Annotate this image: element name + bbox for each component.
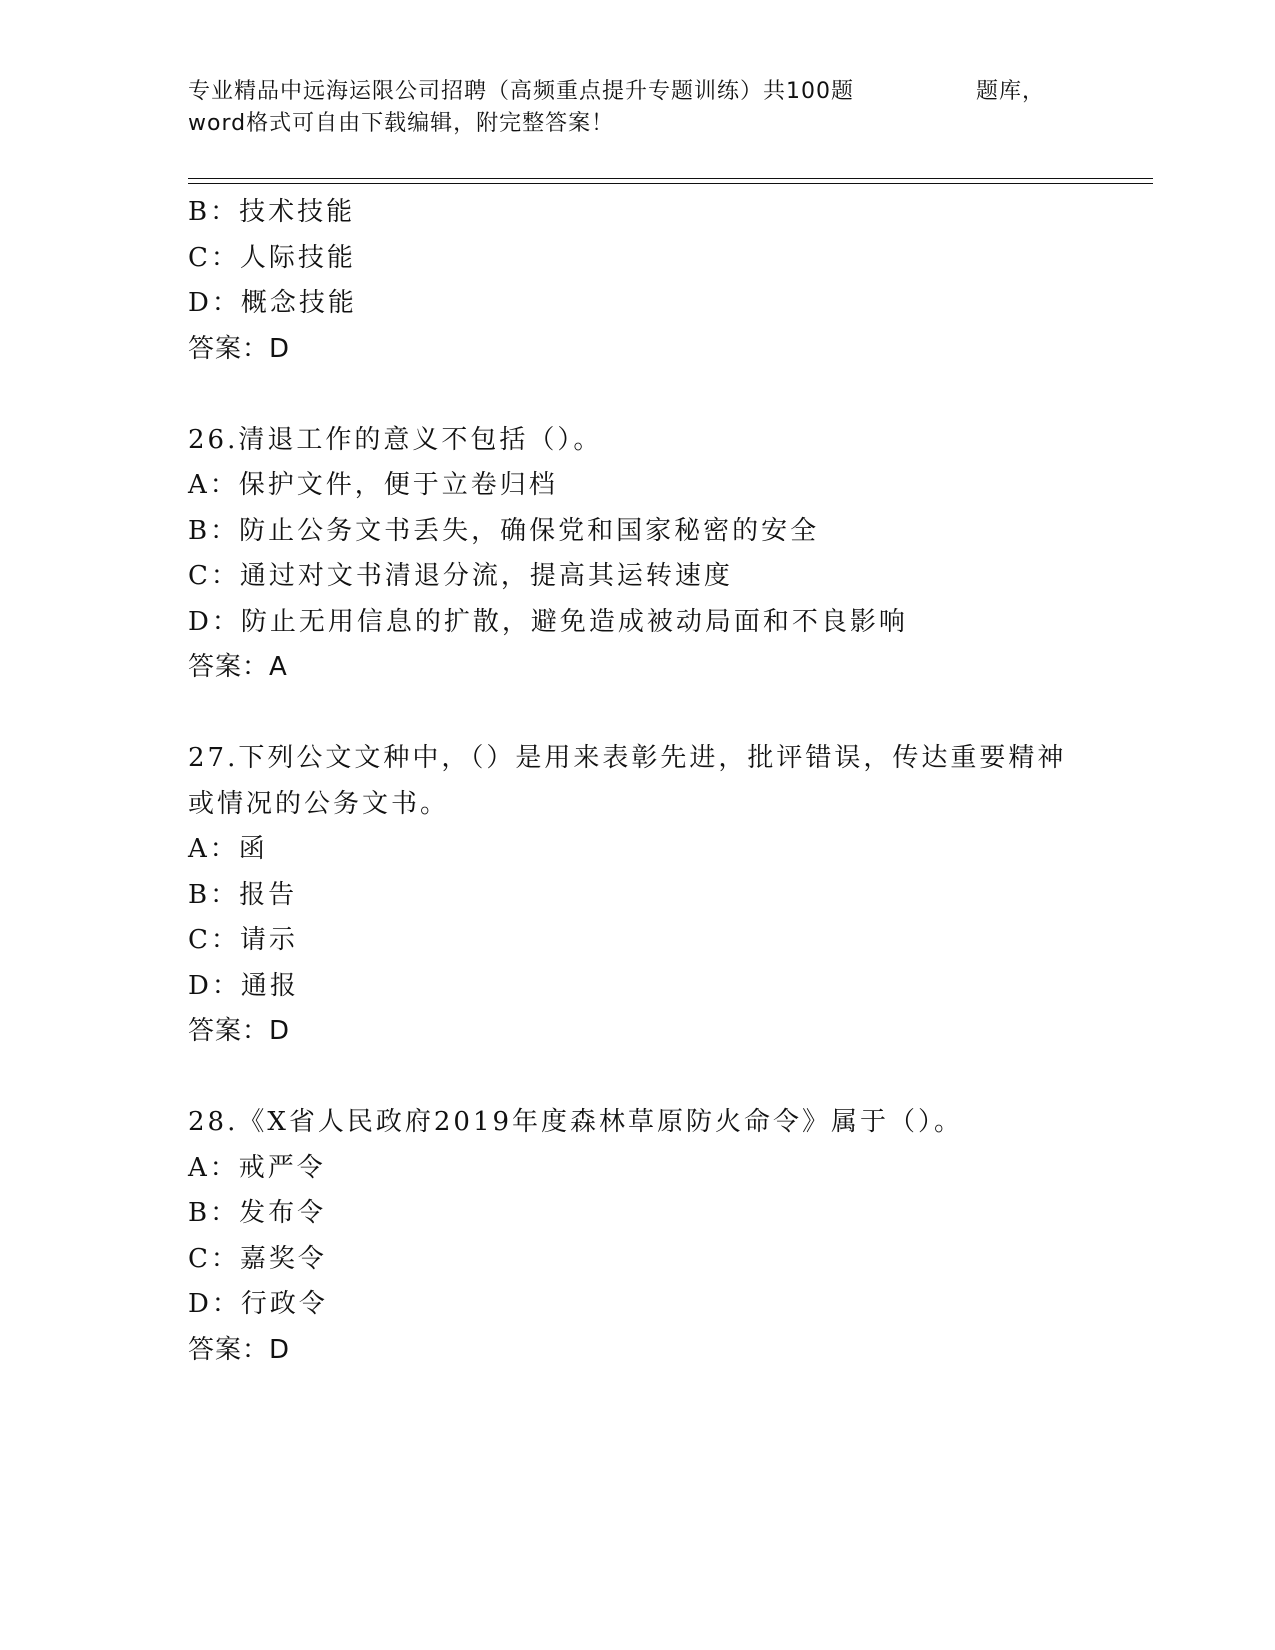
option-b: B：防止公务文书丢失，确保党和国家秘密的安全: [188, 515, 820, 546]
option-c: C：请示: [188, 925, 298, 955]
header-subtitle: word格式可自由下载编辑，附完整答案！: [188, 111, 615, 136]
question-stem-continued: 或情况的公务文书。: [188, 788, 450, 819]
spacer: [188, 691, 1088, 737]
prev-question-block: [188, 190, 1088, 372]
answer-line: 答案：D: [188, 1334, 291, 1365]
answer-line: 答案：A: [188, 652, 288, 682]
option-a: A：戒严令: [188, 1152, 326, 1183]
answer-line: 答案：D: [188, 1016, 291, 1046]
option-a: A：保护文件，便于立卷归档: [188, 470, 558, 500]
question-stem: 26.清退工作的意义不包括（）。: [188, 424, 603, 455]
answer-line: 答案：D: [188, 333, 291, 364]
header-line-1: [188, 76, 1148, 108]
option-d: D：防止无用信息的扩散，避免造成被动局面和不良影响: [188, 606, 908, 637]
option-d: D：行政令: [188, 1289, 328, 1319]
header-rule-bottom: [188, 183, 1153, 184]
option-b: B：发布令: [188, 1198, 327, 1228]
page-header: [188, 76, 1148, 140]
header-title-suffix: 题库，: [976, 79, 1046, 104]
option-c: C：通过对文书清退分流，提高其运转速度: [188, 561, 733, 591]
header-rule-top: [188, 178, 1153, 179]
option-c: C：嘉奖令: [188, 1243, 327, 1274]
question-stem: 28.《X省人民政府2019年度森林草原防火命令》属于（）。: [188, 1107, 964, 1137]
question-block-27: [188, 736, 1088, 1055]
option-d: D：概念技能: [188, 288, 357, 318]
option-a: A：函: [188, 834, 268, 864]
question-block-28: [188, 1100, 1088, 1373]
question-block-26: [188, 418, 1088, 691]
option-d: D：通报: [188, 970, 299, 1001]
spacer: [188, 1055, 1088, 1101]
option-b: B：技术技能: [188, 197, 356, 227]
header-title: 专业精品中远海运限公司招聘（高频重点提升专题训练）共100题: [188, 79, 854, 104]
question-content: [188, 190, 1088, 1373]
spacer: [188, 372, 1088, 418]
option-b: B：报告: [188, 879, 298, 910]
option-c: C：人际技能: [188, 242, 356, 273]
question-stem: 27.下列公文文种中，（）是用来表彰先进，批评错误，传达重要精神: [188, 743, 1067, 773]
